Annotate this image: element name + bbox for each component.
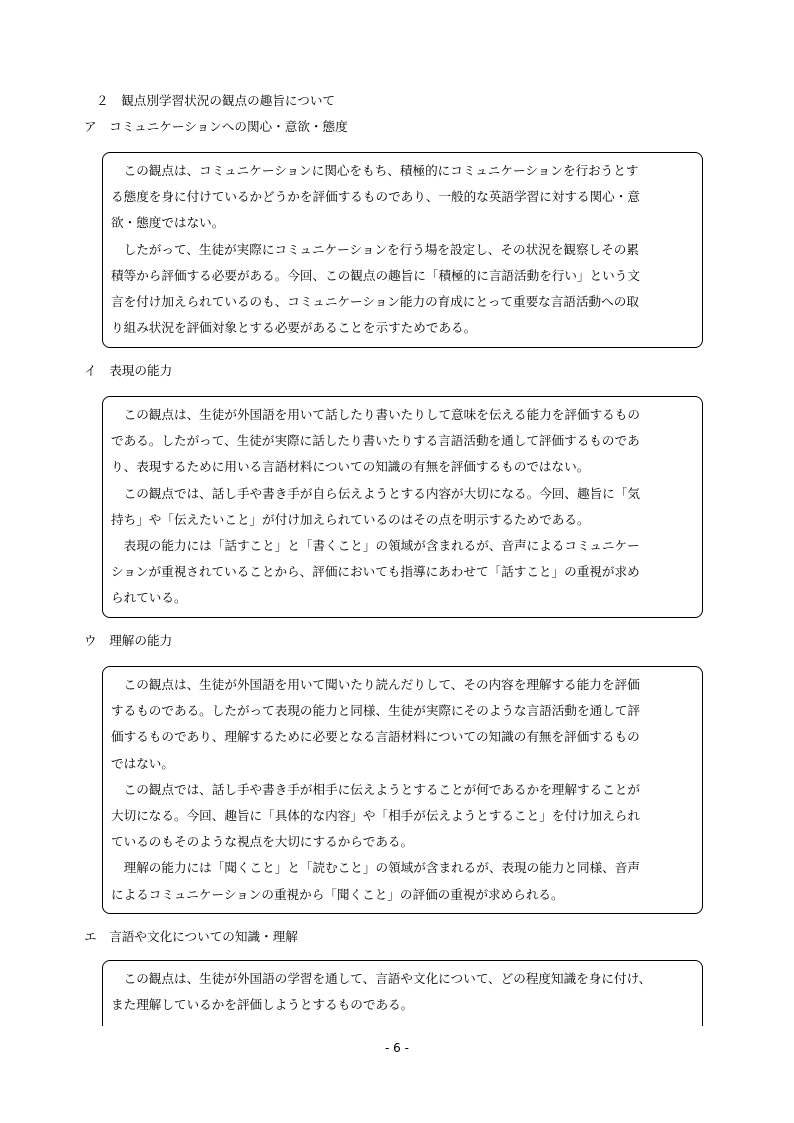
text-line: 大切になる。今回、趣旨に「具体的な内容」や「相手が伝えようとすること」を付け加えられ: [111, 807, 640, 823]
box-i: [102, 396, 703, 618]
box-a: [102, 152, 703, 348]
heading-u: ウ 理解の能力: [84, 633, 173, 648]
text-line: ているのもそのような視点を大切にするからである。: [111, 834, 414, 850]
heading-e: エ 言語や文化についての知識・理解: [84, 929, 298, 944]
text-line: 欲・態度ではない。: [111, 215, 225, 231]
text-line: 言を付け加えられているのも、コミュニケーション能力の育成にとって重要な言語活動への取: [111, 293, 639, 309]
text-line: この観点は、コミュニケーションに関心をもち、積極的にコミュニケーションを行おうとす: [111, 163, 639, 178]
text-line: この観点では、話し手や書き手が自ら伝えようとする内容が大切になる。今回、趣旨に「気: [111, 485, 640, 501]
text-line: 価するものであり、理解するために必要となる言語材料についての知識の有無を評価するもの: [111, 729, 640, 745]
box-u: [102, 666, 703, 914]
text-line: り組み状況を評価対象とする必要があることを示すためである。: [111, 320, 477, 336]
text-line: り、表現するために用いる言語材料についての知識の有無を評価するものではない。: [111, 459, 590, 475]
text-line: また理解しているかを評価しようとするものである。: [111, 997, 414, 1013]
text-line: この観点は、生徒が外国語を用いて話したり書いたりして意味を伝える能力を評価するもの: [111, 407, 640, 422]
heading-a: ア コミュニケーションへの関心・意欲・態度: [84, 119, 348, 134]
text-line: したがって、生徒が実際にコミュニケーションを行う場を設定し、その状況を観察しその累: [111, 241, 639, 257]
text-line: この観点は、生徒が外国語の学習を通して、言語や文化について、どの程度知識を身に付け、: [111, 971, 652, 986]
text-line: 表現の能力には「話すこと」と「書くこと」の領域が含まれるが、音声によるコミュニケー: [111, 537, 640, 553]
text-line: によるコミュニケーションの重視から「聞くこと」の評価の重視が求められる。: [111, 886, 564, 902]
text-line: である。したがって、生徒が実際に話したり書いたりする言語活動を通して評価するものであ: [111, 433, 640, 449]
text-line: ではない。: [111, 755, 174, 771]
text-line: 積等から評価する必要がある。今回、この観点の趣旨に「積極的に言語活動を行い」という文: [111, 267, 640, 283]
section-heading: ２ 観点別学習状況の観点の趣旨について: [96, 93, 336, 108]
text-line: る態度を身に付けているかどうかを評価するものであり、一般的な英語学習に対する関心・意: [111, 189, 640, 205]
text-line: この観点は、生徒が外国語を用いて聞いたり読んだりして、その内容を理解する能力を評価: [111, 677, 640, 692]
text-line: するものである。したがって表現の能力と同様、生徒が実際にそのような言語活動を通して評: [111, 703, 640, 719]
page-number: - 6 -: [385, 1041, 409, 1055]
text-line: 理解の能力には「聞くこと」と「読むこと」の領域が含まれるが、表現の能力と同様、音声: [111, 860, 640, 876]
text-line: られている。: [111, 590, 187, 606]
heading-i: イ 表現の能力: [84, 363, 173, 378]
box-e: [102, 960, 703, 1026]
text-line: この観点では、話し手や書き手が相手に伝えようとすることが何であるかを理解することが: [111, 781, 640, 797]
text-line: ションが重視されていることから、評価においても指導にあわせて「話すこと」の重視が求め: [111, 564, 640, 580]
text-line: 持ち」や「伝えたいこと」が付け加えられているのはその点を明示するためである。: [111, 511, 590, 527]
